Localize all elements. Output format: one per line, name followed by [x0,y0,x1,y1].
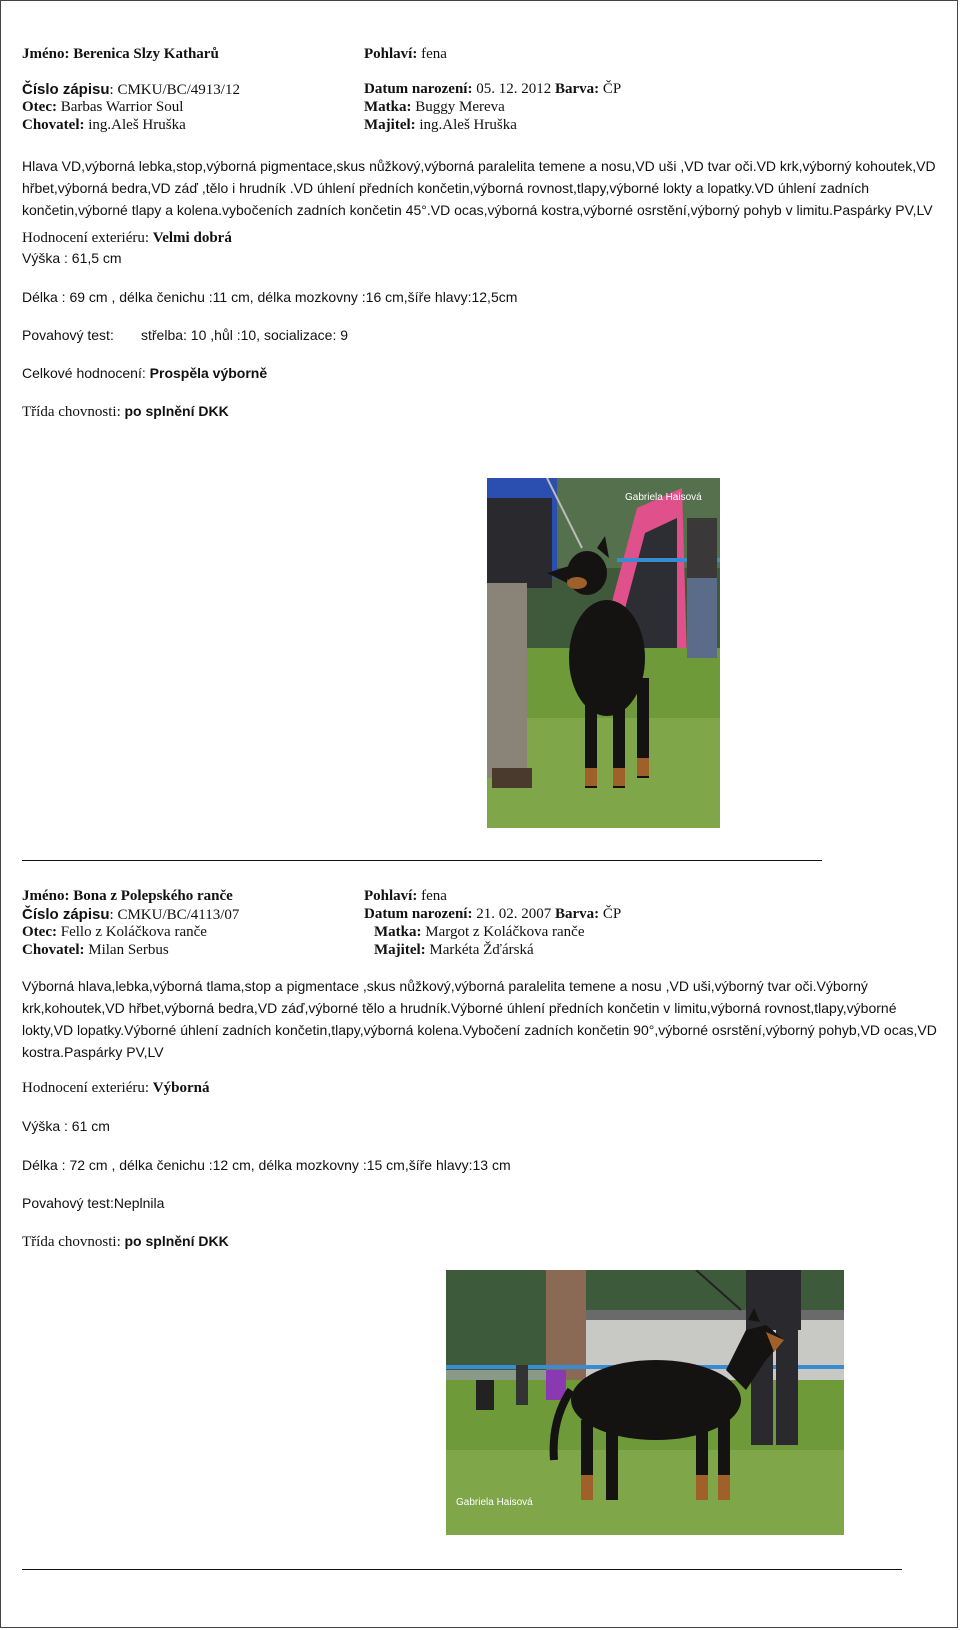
separator-rule-1 [22,860,822,861]
dog1-sex-row [364,46,447,63]
dog2-color-label: Barva: [554,906,600,922]
dog1-class: po splnění DKK [124,403,229,419]
dog1-owner-row [364,117,517,134]
dog2-class: po splnění DKK [124,1233,229,1249]
dog1-name: Berenica Slzy Katharů [73,46,219,62]
dog1-mother-row [364,99,505,116]
dog1-breeder-row [22,117,186,134]
dog2-name-row [22,888,233,905]
dog2-owner-label: Majitel: [374,942,426,958]
dog1-exterior-row [22,230,232,247]
dog2-owner-row [374,942,534,959]
dog2-breeder-row [22,942,169,959]
dog1-exterior-label: Hodnocení exteriéru: [22,230,150,246]
dog1-father-label: Otec: [22,99,57,115]
dog1-class-label: Třída chovnosti: [22,404,121,420]
dog2-dob-row [364,906,621,923]
dog1-description: Hlava VD,výborná lebka,stop,výborná pigmentace,skus nůžkový,výborná paralelita temene a nosu,VD uši ,VD tvar oči.VD krk,výborný kohoutek,VD hřbet,výborná bedra,VD záď ,tělo i hrudník .VD úhlení předních končetin,výborná rovnost,tlapy,výborné lokty a lopatky.VD úhlení zadních končetin,výborné tlapy a kolena.vybočeních zadních končetin 45°.VD ocas,výborná kostra,výborné osrstění,výborný pohyb v limitu.Paspárky PV,LV [22,158,936,218]
dog2-color: ČP [602,906,622,922]
dog1-reg: : CMKU/BC/4913/12 [109,82,240,98]
dog1-dob-row [364,81,621,98]
dog1-photo-image [487,478,720,828]
dog2-class-label: Třída chovnosti: [22,1234,121,1250]
dog1-breeder: ing.Aleš Hruška [88,117,186,133]
dog1-overall-row [22,365,267,381]
dog2-description: Výborná hlava,lebka,výborná tlama,stop a pigmentace ,skus nůžkový,výborná paralelita temene a nosu ,VD uši,výborný tvar oči.Výborný krk,kohoutek,VD hřbet,výborná bedra,VD záď,výborné tělo a hrudník.Výborné úhlení předních končetin v limitu,výborná rovnost,tlapy,výborné lokty,VD lopatky.Výborné úhlení zadních končetin,tlapy,výborná kolena.Vybočení zadních končetin 90°,výborné osrstění,výborný pohyb,VD ocas,VD kostra.Paspárky PV,LV [22,978,937,1060]
dog1-father-row [22,99,183,116]
dog2-sex-label: Pohlaví: [364,888,418,904]
dog2-name-label: Jméno: [22,888,70,904]
dog1-sex: fena [421,46,447,62]
dog2-mother-row [374,924,585,941]
dog2-exterior: Výborná [152,1080,210,1096]
dog2-breeder: Milan Serbus [88,942,169,958]
dog1-reg-label: Číslo zápisu [22,81,110,98]
dog2-mother-label: Matka: [374,924,422,940]
dog1-owner: ing.Aleš Hruška [419,117,517,133]
dog2-name: Bona z Polepského ranče [73,888,233,904]
dog1-height: Výška : 61,5 cm [22,250,122,266]
dog2-exterior-label: Hodnocení exteriéru: [22,1080,150,1096]
dog1-color-label: Barva: [554,81,600,97]
dog1-photo [487,478,720,828]
dog2-dob: 21. 02. 2007 [476,906,552,922]
dog2-sex-row [364,888,447,905]
dog1-exterior: Velmi dobrá [152,230,232,246]
dog1-owner-label: Majitel: [364,117,416,133]
dog1-breeder-label: Chovatel: [22,117,85,133]
dog1-sex-label: Pohlaví: [364,46,418,62]
dog1-dob-label: Datum narození: [364,81,473,97]
dog1-overall: Prospěla výborně [149,365,268,381]
dog2-reg-label: Číslo zápisu [22,906,110,923]
dog2-father-label: Otec: [22,924,57,940]
dog2-father: Fello z Koláčkova ranče [60,924,207,940]
dog2-sex: fena [421,888,447,904]
dog2-class-row [22,1233,229,1251]
dog1-overall-label: Celkové hodnocení: [22,365,146,381]
dog2-reg-row [22,906,239,924]
dog2-father-row [22,924,207,941]
dog2-photo-image [446,1270,844,1535]
dog1-temperament-label: Povahový test: [22,327,114,343]
dog2-owner: Markéta Žďárská [429,942,534,958]
dog2-height: Výška : 61 cm [22,1118,110,1134]
dog1-temperament: střelba: 10 ,hůl :10, socializace: 9 [141,327,349,343]
dog2-dob-label: Datum narození: [364,906,473,922]
dog1-length: Délka : 69 cm , délka čenichu :11 cm, délka mozkovny :16 cm,šíře hlavy:12,5cm [22,289,518,305]
dog1-name-label: Jméno: [22,46,70,62]
dog1-name-row [22,46,219,63]
separator-rule-2 [22,1569,902,1570]
dog1-mother: Buggy Mereva [415,99,505,115]
dog1-photo-caption: Gabriela Haisová [625,492,702,503]
dog2-length: Délka : 72 cm , délka čenichu :12 cm, délka mozkovny :15 cm,šíře hlavy:13 cm [22,1157,511,1173]
dog1-class-row [22,403,229,421]
dog2-temperament: Povahový test:Neplnila [22,1195,165,1211]
dog1-mother-label: Matka: [364,99,412,115]
dog2-exterior-row [22,1080,209,1097]
dog1-color: ČP [602,81,622,97]
dog1-temperament-row [22,327,114,343]
dog2-mother: Margot z Koláčkova ranče [425,924,585,940]
dog2-reg: : CMKU/BC/4113/07 [109,907,240,923]
dog1-father: Barbas Warrior Soul [60,99,184,115]
dog2-breeder-label: Chovatel: [22,942,85,958]
dog2-photo-caption: Gabriela Haisová [456,1497,533,1508]
dog1-reg-row [22,81,240,99]
dog1-dob: 05. 12. 2012 [476,81,552,97]
dog2-photo [446,1270,844,1535]
